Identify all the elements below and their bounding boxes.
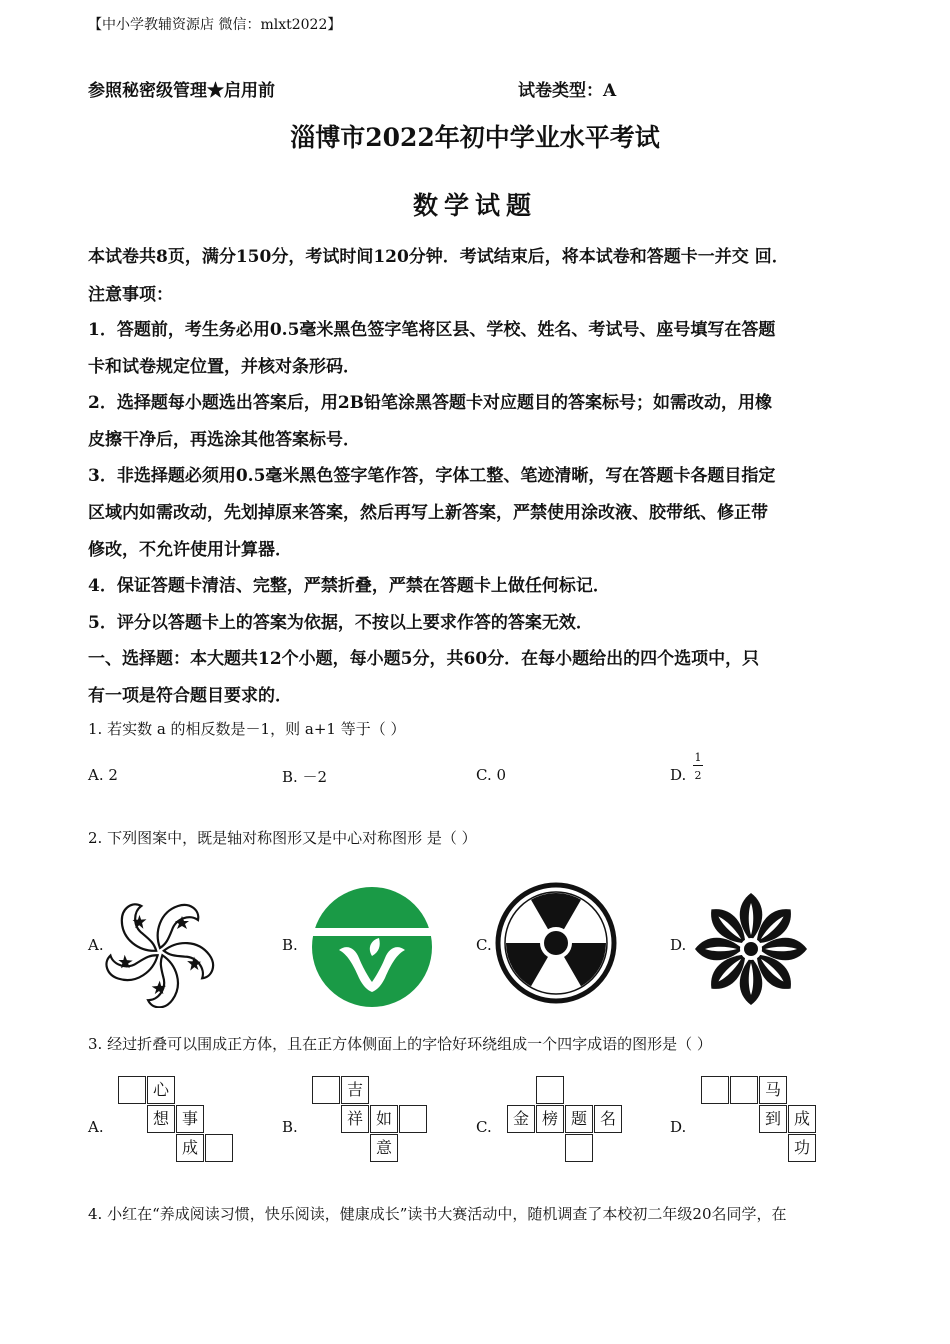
- net-cell-empty: [701, 1076, 729, 1104]
- q1-option-b: B. －2: [282, 768, 328, 786]
- header-watermark: 【中小学教辅资源店 微信：mlxt2022】: [88, 17, 342, 33]
- net-cell: 吉: [341, 1076, 369, 1104]
- bauhinia-pinwheel-figure: [104, 896, 216, 1008]
- note-line: 区域内如需改动，先划掉原来答案，然后再写上新答案，严禁使用涂改液、胶带纸、修正带: [88, 503, 768, 523]
- fraction-denominator: 2: [694, 769, 702, 782]
- net-cell: 金: [507, 1105, 535, 1133]
- note-line: 5．评分以答题卡上的答案为依据，不按以上要求作答的答案无效．: [88, 613, 593, 633]
- note-line: 修改，不允许使用计算器．: [88, 540, 292, 560]
- note-line: 皮擦干净后，再选涂其他答案标号．: [88, 430, 360, 450]
- question-4-stem: 4. 小红在“养成阅读习惯，快乐阅读，健康成长”读书大赛活动中，随机调查了本校初二年级20名同学，在: [88, 1205, 787, 1223]
- q1-option-c: C. 0: [476, 766, 507, 784]
- net-cell-empty: [118, 1076, 146, 1104]
- net-cell-empty: [399, 1105, 427, 1133]
- notes-heading: 注意事项：: [88, 285, 173, 305]
- note-line: 4．保证答题卡清洁、完整，严禁折叠，严禁在答题卡上做任何标记．: [88, 576, 610, 596]
- note-line: 卡和试卷规定位置，并核对条形码．: [88, 357, 360, 377]
- paper-type: 试卷类型：A: [518, 81, 617, 101]
- net-cell: 心: [147, 1076, 175, 1104]
- net-cell: 成: [176, 1134, 204, 1162]
- net-cell: 事: [176, 1105, 204, 1133]
- note-line: 1．答题前，考生务必用0.5毫米黑色签字笔将区县、学校、姓名、考试号、座号填写在答题: [88, 320, 776, 340]
- net-cell-empty: [565, 1134, 593, 1162]
- exam-intro: 本试卷共8页，满分150分，考试时间120分钟．考试结束后，将本试卷和答题卡一并交 回．: [88, 247, 789, 267]
- section-heading: 一、选择题：本大题共12个小题，每小题5分，共60分．在每小题给出的四个选项中，只: [88, 649, 760, 669]
- net-cell-empty: [312, 1076, 340, 1104]
- radiation-symbol-figure: [495, 882, 617, 1004]
- net-cell: 意: [370, 1134, 398, 1162]
- net-cell-empty: [205, 1134, 233, 1162]
- flower-emblem-figure: [692, 890, 810, 1008]
- net-cell: 想: [147, 1105, 175, 1133]
- q3-option-a: A.: [88, 1118, 104, 1136]
- net-cell-empty: [730, 1076, 758, 1104]
- net-cell: 功: [788, 1134, 816, 1162]
- net-cell: 马: [759, 1076, 787, 1104]
- secret-mark: 参照秘密级管理★启用前: [88, 81, 275, 101]
- question-2-stem: 2. 下列图案中，既是轴对称图形又是中心对称图形 是（ ）: [88, 829, 477, 847]
- net-cell: 名: [594, 1105, 622, 1133]
- net-cell: 题: [565, 1105, 593, 1133]
- question-3-stem: 3. 经过折叠可以围成正方体，且在正方体侧面上的字恰好环绕组成一个四字成语的图形是（ ）: [88, 1035, 712, 1053]
- q1-option-d: D.: [670, 766, 687, 784]
- q2-option-d: D.: [670, 936, 687, 954]
- net-cell: 祥: [341, 1105, 369, 1133]
- fraction-numerator: 1: [694, 751, 702, 764]
- q2-option-b: B.: [282, 936, 298, 954]
- note-line: 3．非选择题必须用0.5毫米黑色签字笔作答，字体工整、笔迹清晰，写在答题卡各题目指定: [88, 466, 776, 486]
- net-cell: 榜: [536, 1105, 564, 1133]
- q3-option-d: D.: [670, 1118, 687, 1136]
- net-cell: 到: [759, 1105, 787, 1133]
- green-food-logo-figure: [311, 886, 433, 1008]
- q1-option-a: A. 2: [88, 766, 118, 784]
- q3-option-b: B.: [282, 1118, 298, 1136]
- note-line: 2．选择题每小题选出答案后，用2B铅笔涂黑答题卡对应题目的答案标号；如需改动，用橡: [88, 393, 773, 413]
- q2-option-c: C.: [476, 936, 492, 954]
- net-cell-empty: [536, 1076, 564, 1104]
- net-cell: 成: [788, 1105, 816, 1133]
- page-title: 淄博市2022年初中学业水平考试: [290, 123, 660, 152]
- section-heading: 有一项是符合题目要求的．: [88, 686, 292, 706]
- q2-option-a: A.: [88, 936, 104, 954]
- q3-option-c: C.: [476, 1118, 492, 1136]
- fraction-bar: [693, 765, 703, 766]
- net-cell: 如: [370, 1105, 398, 1133]
- question-1-stem: 1. 若实数 a 的相反数是－1，则 a+1 等于（ ）: [88, 720, 406, 738]
- page-subtitle: 数学试题: [412, 191, 537, 220]
